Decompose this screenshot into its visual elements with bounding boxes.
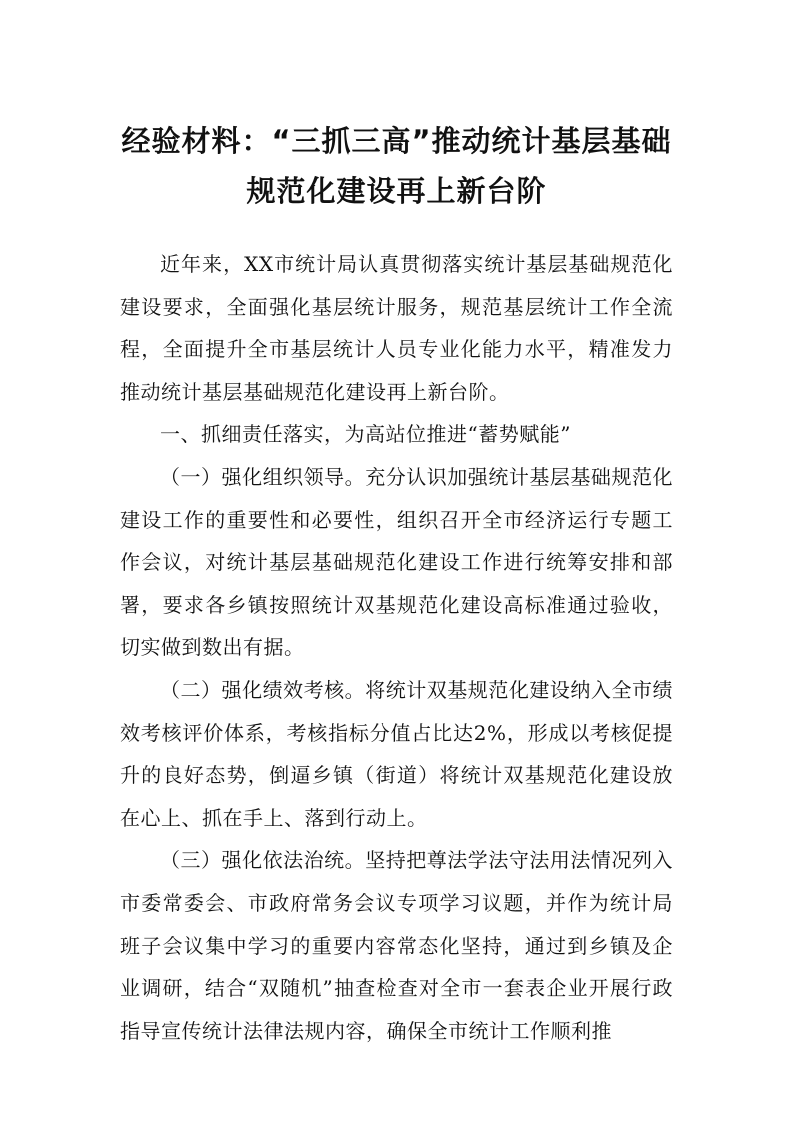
document-body [120,243,673,1052]
paragraph-performance-assessment: （二）强化绩效考核。将统计双基规范化建设纳入全市绩效考核评价体系，考核指标分值占比达2%，形成以考核促提升的良好态势，倒逼乡镇（街道）将统计双基规范化建设放在心上、抓在手上、落到行动上。 [120,677,673,830]
intro-paragraph: 近年来，XX市统计局认真贯彻落实统计基层基础规范化建设要求，全面强化基层统计服务，规范基层统计工作全流程，全面提升全市基层统计人员专业化能力水平，精准发力推动统计基层基础规范化建设再上新台阶。 [120,252,673,404]
document-title-line-2: 规范化建设再上新台阶 [246,174,547,208]
document-title-line-1: 经验材料：“三抓三高”推动统计基层基础 [121,124,672,158]
section-heading-1: 一、抓细责任落实，为高站位推进“蓄势赋能” [160,422,571,447]
paragraph-rule-of-law: （三）强化依法治统。坚持把尊法学法守法用法情况列入市委常委会、市政府常务会议专项学习议题，并作为统计局班子会议集中学习的重要内容常态化坚持，通过到乡镇及企业调研，结合“双随机”抽查检查对全市一套表企业开展行政指导宣传统计法律法规内容，确保全市统计工作顺利推 [120,848,673,1043]
paragraph-organization-leadership: （一）强化组织领导。充分认识加强统计基层基础规范化建设工作的重要性和必要性，组织召开全市经济运行专题工作会议，对统计基层基础规范化建设工作进行统筹安排和部署，要求各乡镇按照统计双基规范化建设高标准通过验收，切实做到数出有据。 [120,464,673,660]
